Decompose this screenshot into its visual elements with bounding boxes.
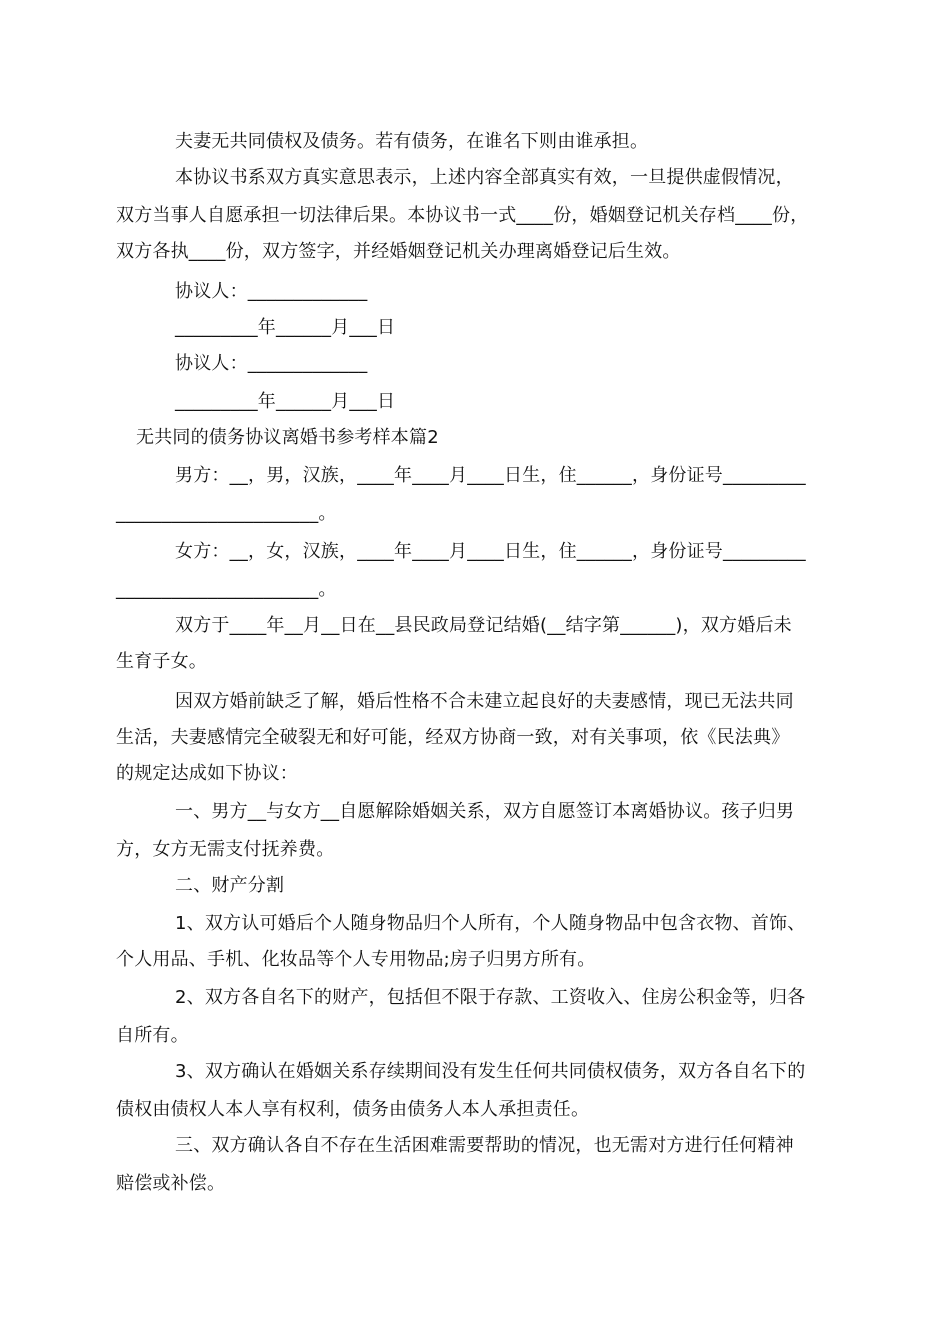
text-line: ______________________。 bbox=[116, 579, 337, 600]
section-title: 无共同的债务协议离婚书参考样本篇2 bbox=[136, 427, 439, 448]
text-line: 赔偿或补偿。 bbox=[116, 1173, 226, 1194]
date-line: _________年______月___日 bbox=[175, 317, 396, 338]
text-line: 男方：__，男，汉族，____年____月____日生，住______，身份证号_________ bbox=[175, 465, 806, 486]
text-line: 双方当事人自愿承担一切法律后果。本协议书一式____份，婚姻登记机关存档____份， bbox=[116, 205, 809, 226]
text-line: 生育子女。 bbox=[116, 651, 207, 672]
text-line: 因双方婚前缺乏了解，婚后性格不合未建立起良好的夫妻感情，现已无法共同 bbox=[175, 691, 794, 712]
signatory-line: 协议人：_____________ bbox=[175, 353, 368, 374]
text-line: 生活，夫妻感情完全破裂无和好可能，经双方协商一致，对有关事项，依《民法典》 bbox=[116, 727, 790, 748]
date-line: _________年______月___日 bbox=[175, 391, 396, 412]
text-line: 2、双方各自名下的财产，包括但不限于存款、工资收入、住房公积金等，归各 bbox=[175, 987, 806, 1008]
section-heading: 二、财产分割 bbox=[175, 875, 285, 896]
text-line: 个人用品、手机、化妆品等个人专用物品;房子归男方所有。 bbox=[116, 949, 596, 970]
text-line: 女方：__，女，汉族，____年____月____日生，住______，身份证号_________ bbox=[175, 541, 806, 562]
text-line: 3、双方确认在婚姻关系存续期间没有发生任何共同债权债务，双方各自名下的 bbox=[175, 1061, 806, 1082]
text-line: 双方于____年__月__日在__县民政局登记结婚(__结字第______)，双方婚后未 bbox=[175, 615, 792, 636]
text-line: 自所有。 bbox=[116, 1025, 189, 1046]
text-line: 债权由债权人本人享有权利，债务由债务人本人承担责任。 bbox=[116, 1099, 590, 1120]
text-line: 夫妻无共同债权及债务。若有债务，在谁名下则由谁承担。 bbox=[175, 131, 649, 152]
text-line: ______________________。 bbox=[116, 503, 337, 524]
text-line: 的规定达成如下协议： bbox=[116, 763, 298, 784]
text-line: 方，女方无需支付抚养费。 bbox=[116, 839, 335, 860]
text-line: 本协议书系双方真实意思表示，上述内容全部真实有效，一旦提供虚假情况， bbox=[175, 167, 794, 188]
text-line: 三、双方确认各自不存在生活困难需要帮助的情况，也无需对方进行任何精神 bbox=[175, 1135, 794, 1156]
signatory-line: 协议人：_____________ bbox=[175, 281, 368, 302]
text-line: 双方各执____份，双方签字，并经婚姻登记机关办理离婚登记后生效。 bbox=[116, 241, 681, 262]
text-line: 1、双方认可婚后个人随身物品归个人所有，个人随身物品中包含衣物、首饰、 bbox=[175, 913, 806, 934]
text-line: 一、男方__与女方__自愿解除婚姻关系，双方自愿签订本离婚协议。孩子归男 bbox=[175, 801, 795, 822]
